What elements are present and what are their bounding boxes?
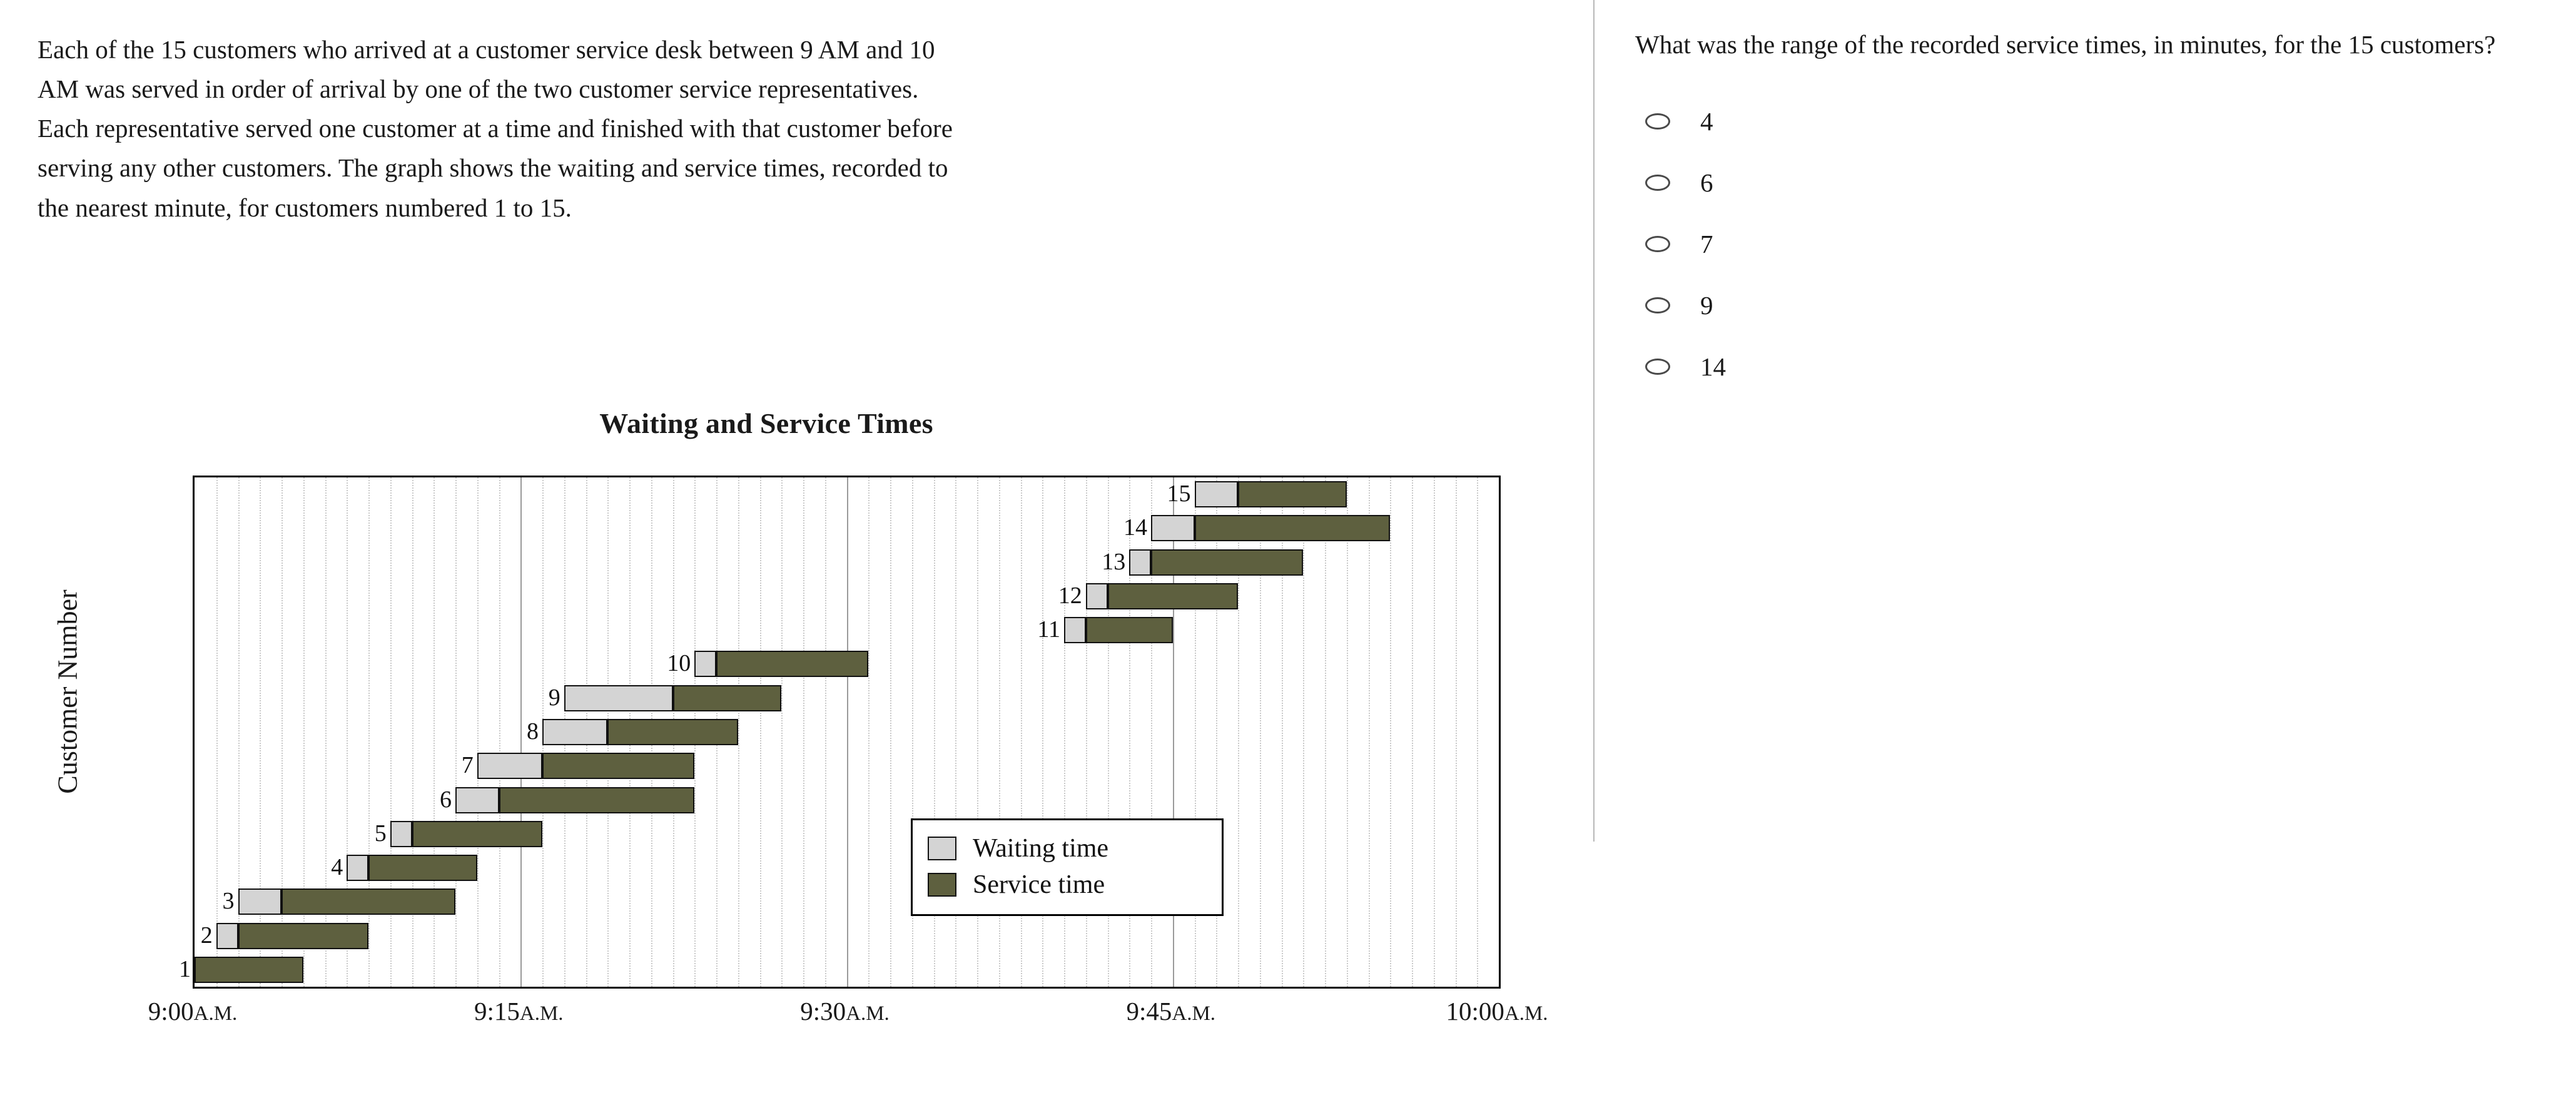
bar-service-14 bbox=[1195, 515, 1391, 541]
bar-waiting-15 bbox=[1195, 481, 1239, 507]
chart-y-axis-label: Customer Number bbox=[52, 589, 83, 794]
gridline-minor bbox=[1412, 477, 1413, 987]
answer-choice-label: 6 bbox=[1700, 168, 1713, 198]
bar-waiting-3 bbox=[238, 888, 282, 915]
legend-label-waiting: Waiting time bbox=[973, 834, 1109, 863]
bar-label-15: 15 bbox=[1167, 481, 1191, 507]
gridline-minor bbox=[1369, 477, 1370, 987]
bar-waiting-4 bbox=[347, 855, 368, 881]
bar-label-2: 2 bbox=[200, 922, 213, 949]
gridline-minor bbox=[499, 477, 500, 987]
bar-service-2 bbox=[238, 923, 369, 949]
gridline-minor bbox=[1303, 477, 1304, 987]
x-axis-tick-label: 9:30A.M. bbox=[800, 997, 890, 1026]
bar-label-8: 8 bbox=[527, 718, 539, 745]
answer-choice-0[interactable] bbox=[1635, 91, 2530, 152]
passage-text: Each of the 15 customers who arrived at a customer service desk between 9 AM and 10 AM was served in order of arrival by one of the two customer service representatives. Each representative served one customer at a time and finished with that customer before serving any other customers. The graph shows the waiting and service times, recorded to the nearest minute, for customers numbered 1 to 15. bbox=[38, 35, 953, 222]
bar-label-9: 9 bbox=[548, 684, 560, 711]
bar-waiting-8 bbox=[542, 719, 607, 745]
x-axis-tick-label: 9:45A.M. bbox=[1126, 997, 1216, 1026]
bar-label-6: 6 bbox=[440, 786, 452, 813]
bar-label-7: 7 bbox=[461, 752, 474, 779]
gridline-minor bbox=[1390, 477, 1391, 987]
question-text: What was the range of the recorded service times, in minutes, for the 15 customers? bbox=[1635, 30, 2496, 59]
answer-choices bbox=[1635, 91, 2530, 397]
bar-label-5: 5 bbox=[374, 820, 387, 847]
bar-service-8 bbox=[607, 719, 738, 745]
legend-swatch-waiting-icon bbox=[928, 837, 956, 860]
bar-label-14: 14 bbox=[1123, 514, 1147, 541]
radio-button-icon[interactable] bbox=[1645, 175, 1670, 191]
gridline-minor bbox=[1477, 477, 1478, 987]
bar-waiting-12 bbox=[1086, 583, 1108, 609]
gridline-minor bbox=[803, 477, 804, 987]
panel-divider bbox=[1593, 0, 1595, 842]
gridline-minor bbox=[825, 477, 826, 987]
radio-button-icon[interactable] bbox=[1645, 297, 1670, 313]
bar-service-5 bbox=[412, 821, 543, 847]
bar-service-1 bbox=[195, 957, 303, 983]
question-panel bbox=[1635, 25, 2530, 397]
legend-swatch-service-icon bbox=[928, 873, 956, 897]
bar-label-3: 3 bbox=[222, 888, 235, 915]
bar-service-9 bbox=[673, 685, 782, 711]
gridline-minor bbox=[455, 477, 457, 987]
bar-service-13 bbox=[1151, 549, 1303, 576]
gridline-major bbox=[847, 477, 848, 987]
bar-service-3 bbox=[281, 888, 455, 915]
bar-waiting-13 bbox=[1129, 549, 1151, 576]
chart-title: Waiting and Service Times bbox=[599, 407, 933, 439]
bar-waiting-10 bbox=[694, 651, 716, 677]
answer-choice-label: 9 bbox=[1700, 291, 1713, 320]
legend-item-service bbox=[928, 867, 1207, 903]
radio-button-icon[interactable] bbox=[1645, 359, 1670, 375]
gridline-minor bbox=[216, 477, 218, 987]
bar-service-15 bbox=[1238, 481, 1347, 507]
chart-legend bbox=[911, 818, 1224, 916]
radio-button-icon[interactable] bbox=[1645, 113, 1670, 130]
gridline-minor bbox=[1456, 477, 1457, 987]
answer-choice-1[interactable] bbox=[1635, 152, 2530, 213]
chart-plot-area bbox=[179, 476, 1501, 989]
x-axis-tick-label: 9:00A.M. bbox=[148, 997, 238, 1026]
radio-button-icon[interactable] bbox=[1645, 236, 1670, 252]
legend-item-waiting bbox=[928, 830, 1207, 867]
bar-service-7 bbox=[542, 753, 694, 779]
bar-service-10 bbox=[716, 651, 868, 677]
bar-service-6 bbox=[499, 787, 695, 813]
gridline-minor bbox=[1347, 477, 1348, 987]
gridline-major bbox=[520, 477, 522, 987]
bar-label-13: 13 bbox=[1102, 548, 1126, 575]
answer-choice-label: 14 bbox=[1700, 352, 1726, 382]
bar-label-11: 11 bbox=[1037, 616, 1060, 643]
x-axis-tick-label: 10:00A.M. bbox=[1446, 997, 1548, 1026]
gridline-minor bbox=[868, 477, 870, 987]
gridline-minor bbox=[1325, 477, 1326, 987]
chart bbox=[38, 407, 1551, 1070]
gridline-minor bbox=[760, 477, 761, 987]
bar-waiting-6 bbox=[455, 787, 499, 813]
bar-label-4: 4 bbox=[331, 854, 343, 881]
answer-choice-3[interactable] bbox=[1635, 275, 2530, 336]
bar-waiting-11 bbox=[1064, 617, 1086, 643]
bar-service-11 bbox=[1086, 617, 1173, 643]
gridline-minor bbox=[738, 477, 739, 987]
x-axis-tick-label: 9:15A.M. bbox=[474, 997, 564, 1026]
bar-waiting-5 bbox=[390, 821, 412, 847]
bar-label-10: 10 bbox=[667, 650, 691, 677]
answer-choice-label: 4 bbox=[1700, 107, 1713, 136]
gridline-minor bbox=[890, 477, 891, 987]
bar-label-12: 12 bbox=[1058, 582, 1082, 609]
bar-waiting-2 bbox=[216, 923, 238, 949]
answer-choice-label: 7 bbox=[1700, 230, 1713, 259]
bar-service-4 bbox=[368, 855, 477, 881]
bar-label-1: 1 bbox=[179, 955, 191, 982]
bar-service-12 bbox=[1108, 583, 1239, 609]
gridline-minor bbox=[477, 477, 479, 987]
gridline-minor bbox=[781, 477, 783, 987]
bar-waiting-9 bbox=[564, 685, 673, 711]
gridline-minor bbox=[1434, 477, 1435, 987]
answer-choice-2[interactable] bbox=[1635, 213, 2530, 275]
bar-waiting-14 bbox=[1151, 515, 1195, 541]
bar-waiting-7 bbox=[477, 753, 542, 779]
legend-label-service: Service time bbox=[973, 870, 1105, 899]
answer-choice-4[interactable] bbox=[1635, 336, 2530, 397]
